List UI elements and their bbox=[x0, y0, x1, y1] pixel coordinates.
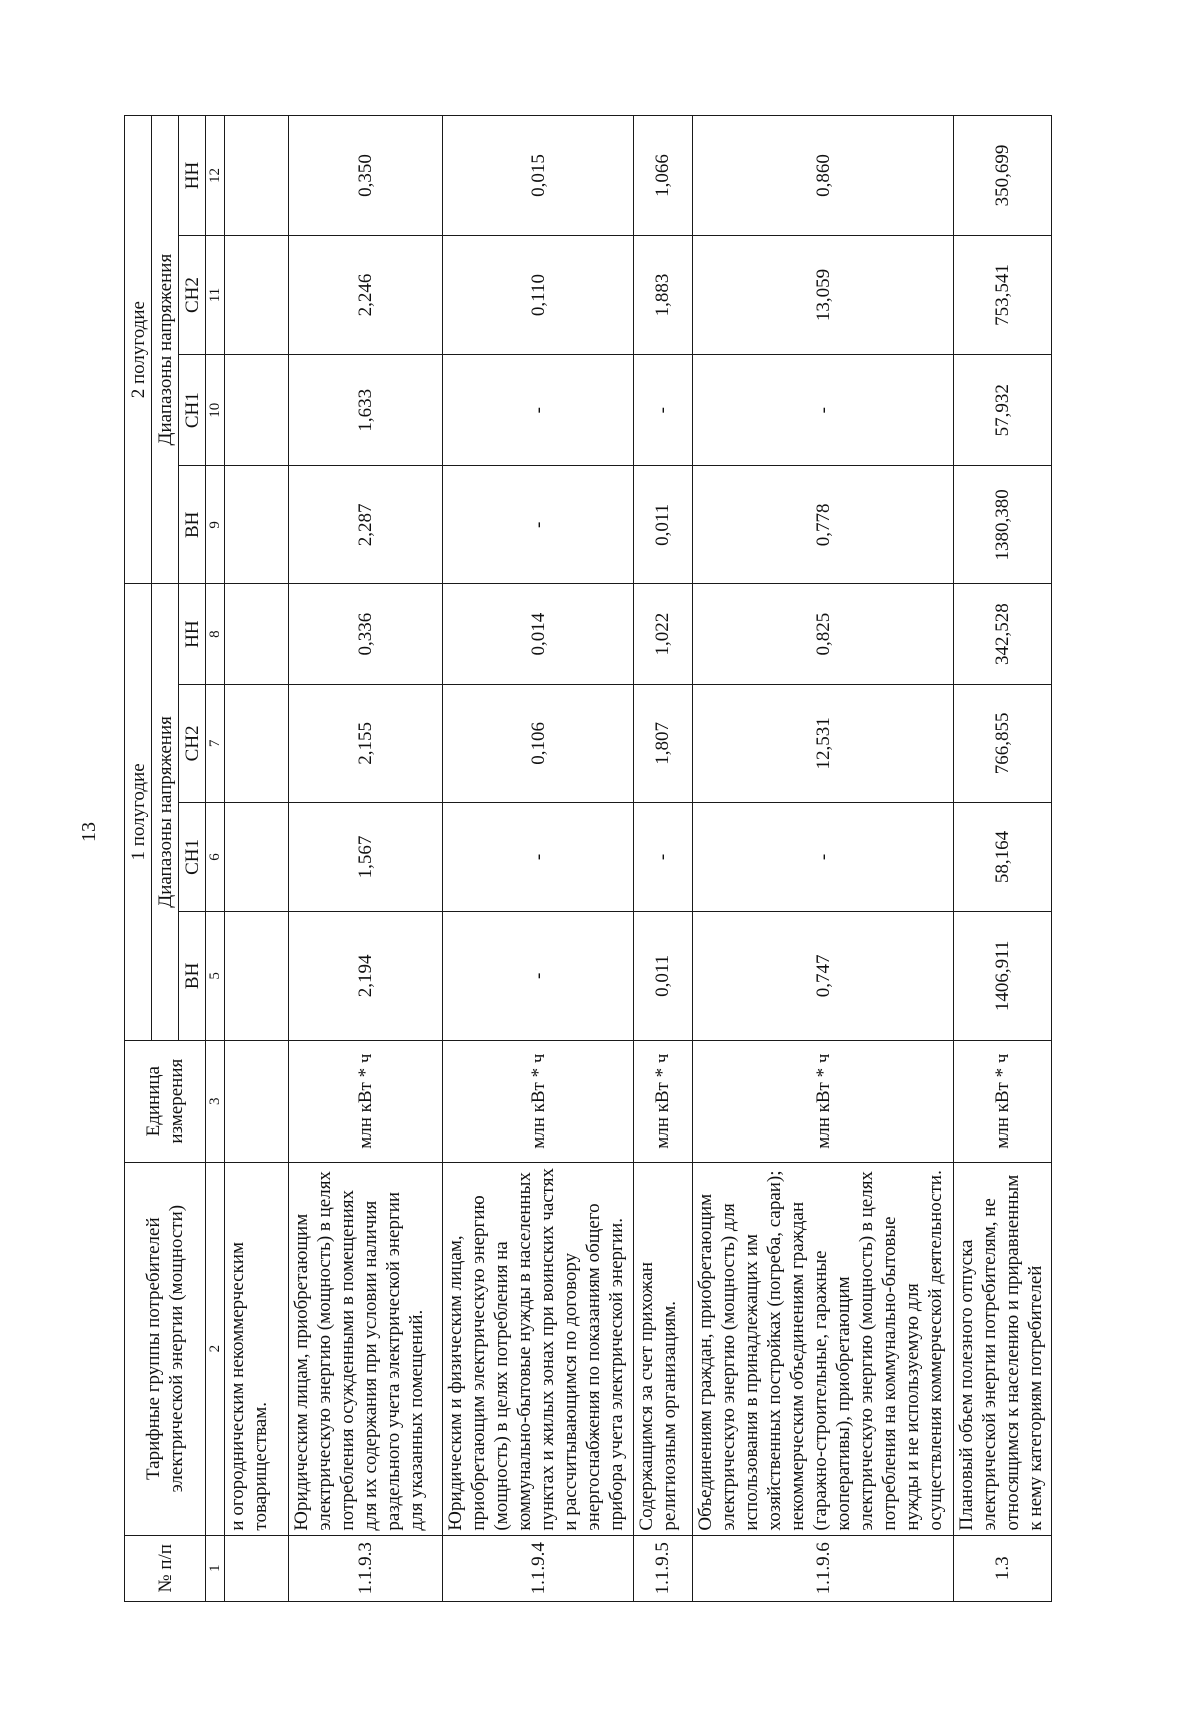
row-description: Объединениям граждан, приобретающим электрическую энергию (мощность) для использования в принадлежащих им хозяйственных постройках (погреба, сараи); некоммерческим объединениям граждан (гаражно-строительные, гаражные кооперативы), приобретающим электрическую энергию (мощность) в целях потребления на коммунально-бытовые нужды и не используемую для осуществления коммерческой деятельности. bbox=[693, 1162, 954, 1535]
page-number: 13 bbox=[78, 822, 100, 842]
value-sn1-2: 57,932 bbox=[954, 355, 1052, 466]
row-unit: млн кВт * ч bbox=[633, 1040, 692, 1162]
value-sn2-1: 1,807 bbox=[633, 684, 692, 802]
value-vh-2 bbox=[225, 466, 289, 584]
value-nn-2: 350,699 bbox=[954, 116, 1052, 236]
value-nn-1: 0,825 bbox=[693, 584, 954, 685]
header-vh-2: ВН bbox=[179, 466, 206, 584]
value-vh-1: 0,011 bbox=[633, 912, 692, 1041]
value-nn-1: 342,528 bbox=[954, 584, 1052, 685]
value-sn2-1: 12,531 bbox=[693, 684, 954, 802]
value-vh-2: 1380,380 bbox=[954, 466, 1052, 584]
value-vh-2: 0,778 bbox=[693, 466, 954, 584]
header-half-1: 1 полугодие bbox=[125, 584, 152, 1040]
row-description: Юридическим лицам, приобретающим электрическую энергию (мощность) в целях потребления осужденными в помещениях для их содержания при условии наличия раздельного учета электрической энергии для указанных помещений. bbox=[289, 1162, 443, 1535]
value-nn-2: 0,015 bbox=[443, 116, 634, 236]
column-index: 12 bbox=[206, 116, 225, 236]
column-index: 1 bbox=[206, 1535, 225, 1601]
row-description: Содержащимся за счет прихожан религиозным организациям. bbox=[633, 1162, 692, 1535]
table-row bbox=[954, 116, 1052, 1602]
value-sn1-1: - bbox=[693, 802, 954, 911]
row-unit: млн кВт * ч bbox=[443, 1040, 634, 1162]
column-index: 8 bbox=[206, 584, 225, 685]
value-sn1-1: 1,567 bbox=[289, 802, 443, 911]
value-sn1-1 bbox=[225, 802, 289, 911]
tariff-volume-table bbox=[124, 115, 1052, 1602]
table-row bbox=[225, 116, 289, 1602]
table-row bbox=[443, 116, 634, 1602]
value-nn-2: 0,350 bbox=[289, 116, 443, 236]
value-nn-1: 0,336 bbox=[289, 584, 443, 685]
value-sn2-1: 2,155 bbox=[289, 684, 443, 802]
value-sn1-2: - bbox=[633, 355, 692, 466]
value-nn-2 bbox=[225, 116, 289, 236]
value-sn1-2: - bbox=[443, 355, 634, 466]
value-sn2-2: 753,541 bbox=[954, 236, 1052, 355]
value-vh-1: 0,747 bbox=[693, 912, 954, 1041]
value-vh-2: 2,287 bbox=[289, 466, 443, 584]
row-number: 1.1.9.4 bbox=[443, 1535, 634, 1601]
table-row bbox=[633, 116, 692, 1602]
column-index-row bbox=[206, 116, 225, 1602]
row-description: и огородническим некоммерческим товариществам. bbox=[225, 1162, 289, 1535]
column-index: 5 bbox=[206, 912, 225, 1041]
header-sn1-2: СН1 bbox=[179, 355, 206, 466]
value-sn1-2: 1,633 bbox=[289, 355, 443, 466]
row-unit: млн кВт * ч bbox=[954, 1040, 1052, 1162]
value-vh-2: - bbox=[443, 466, 634, 584]
value-sn2-2 bbox=[225, 236, 289, 355]
value-vh-1: 1406,911 bbox=[954, 912, 1052, 1041]
column-index: 7 bbox=[206, 684, 225, 802]
row-unit: млн кВт * ч bbox=[289, 1040, 443, 1162]
value-nn-1 bbox=[225, 584, 289, 685]
value-nn-1: 0,014 bbox=[443, 584, 634, 685]
value-sn2-1: 766,855 bbox=[954, 684, 1052, 802]
value-vh-1: - bbox=[443, 912, 634, 1041]
value-sn1-1: 58,164 bbox=[954, 802, 1052, 911]
column-index: 6 bbox=[206, 802, 225, 911]
value-sn2-2: 1,883 bbox=[633, 236, 692, 355]
row-description: Плановый объем полезного отпуска электрической энергии потребителям, не относящимся к населению и приравненным к нему категориям потребителей bbox=[954, 1162, 1052, 1535]
header-nn-1: НН bbox=[179, 584, 206, 685]
value-vh-1 bbox=[225, 912, 289, 1041]
row-number: 1.1.9.5 bbox=[633, 1535, 692, 1601]
value-sn1-2: - bbox=[693, 355, 954, 466]
table-row bbox=[289, 116, 443, 1602]
row-number: 1.1.9.3 bbox=[289, 1535, 443, 1601]
row-unit: млн кВт * ч bbox=[693, 1040, 954, 1162]
header-vh-1: ВН bbox=[179, 912, 206, 1041]
header-ranges-2: Диапазоны напряжения bbox=[152, 116, 179, 584]
header-half-2: 2 полугодие bbox=[125, 116, 152, 584]
value-nn-2: 0,860 bbox=[693, 116, 954, 236]
header-group: Тарифные группы потребителей электрической энергии (мощности) bbox=[125, 1162, 206, 1535]
rotated-table-container bbox=[124, 115, 1052, 1602]
row-unit bbox=[225, 1040, 289, 1162]
header-ranges-1: Диапазоны напряжения bbox=[152, 584, 179, 1040]
value-sn2-2: 2,246 bbox=[289, 236, 443, 355]
row-number: 1.1.9.6 bbox=[693, 1535, 954, 1601]
value-nn-2: 1,066 bbox=[633, 116, 692, 236]
value-sn1-2 bbox=[225, 355, 289, 466]
header-no: № п/п bbox=[125, 1535, 206, 1601]
column-index: 2 bbox=[206, 1162, 225, 1535]
row-number bbox=[225, 1535, 289, 1601]
value-sn2-2: 0,110 bbox=[443, 236, 634, 355]
header-sn2-1: СН2 bbox=[179, 684, 206, 802]
value-sn2-1 bbox=[225, 684, 289, 802]
row-description: Юридическим и физическим лицам, приобретающим электрическую энергию (мощность) в целях потребления на коммунально-бытовые нужды в населенных пунктах и жилых зонах при воинских частях и рассчитывающимся по договору энергоснабжения по показаниям общего прибора учета электрической энергии. bbox=[443, 1162, 634, 1535]
header-sn2-2: СН2 bbox=[179, 236, 206, 355]
header-sn1-1: СН1 bbox=[179, 802, 206, 911]
value-vh-1: 2,194 bbox=[289, 912, 443, 1041]
column-index: 3 bbox=[206, 1040, 225, 1162]
column-index: 11 bbox=[206, 236, 225, 355]
value-nn-1: 1,022 bbox=[633, 584, 692, 685]
header-unit: Единица измерения bbox=[125, 1040, 206, 1162]
column-index: 10 bbox=[206, 355, 225, 466]
column-index: 9 bbox=[206, 466, 225, 584]
row-number: 1.3 bbox=[954, 1535, 1052, 1601]
value-sn2-1: 0,106 bbox=[443, 684, 634, 802]
value-vh-2: 0,011 bbox=[633, 466, 692, 584]
header-nn-2: НН bbox=[179, 116, 206, 236]
value-sn1-1: - bbox=[633, 802, 692, 911]
value-sn1-1: - bbox=[443, 802, 634, 911]
value-sn2-2: 13,059 bbox=[693, 236, 954, 355]
table-row bbox=[693, 116, 954, 1602]
